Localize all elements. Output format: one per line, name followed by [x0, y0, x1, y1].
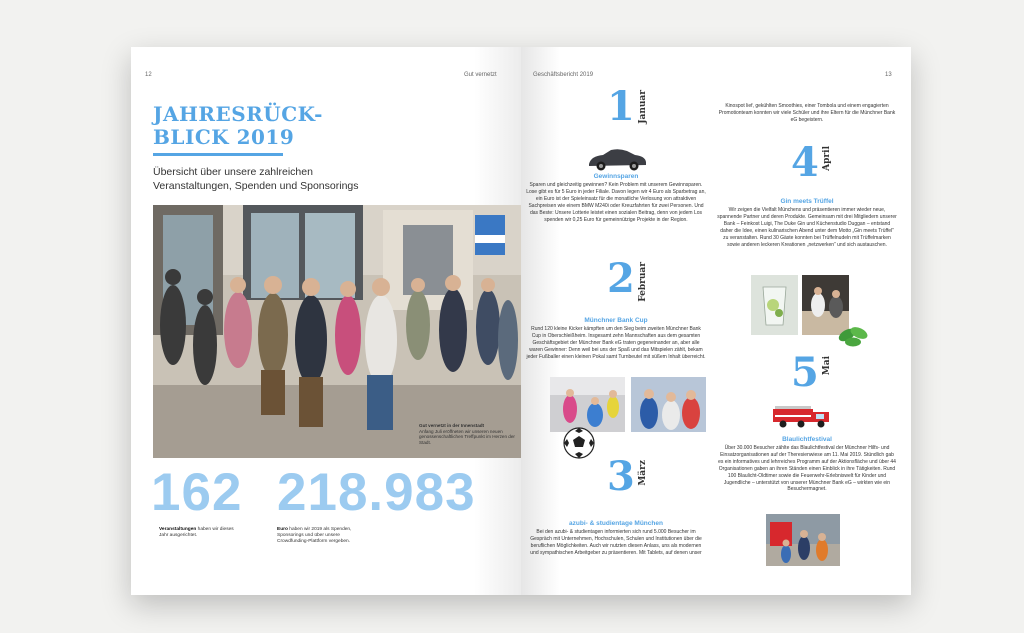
- event-photo: [153, 205, 521, 458]
- event-text-march: Bei den azubi- & studientagen informierten sich rund 5.000 Besucher im Gespräch mit Unternehmen, Hochschulen, Schulen und Institutionen über die beruflichen Möglichkeiten. Auch wir nutzten diesen Anlass, uns als modernen und sympathischen Arbeitgeber zu präsentieren. Mit Tablets, auf denen unser: [530, 529, 702, 556]
- stat-events-value: 162: [151, 463, 243, 522]
- month-march: 3 März: [607, 453, 648, 500]
- fire-truck-icon: [771, 403, 833, 429]
- timeline-column-left: [521, 47, 711, 595]
- gin-glass-photo: [751, 275, 798, 335]
- right-page-header: Geschäftsbericht 2019: [533, 72, 594, 78]
- crowd-photo-illustration: [153, 205, 521, 458]
- event-text-april: Wir zeigen die Vielfalt Münchens und präsentieren immer wieder neue, spannende Partner und deren Produkte. Gemeinsam mit drei Mitgliedern unserer Bank – Feinkost Luigi, The Duke Gin und Küchenstudio Duggan – entstand daher die Idee, einen kulinarischen Abend unter dem Motto „Gin meets Trüffel“ zu veranstalten. Rund 30 Gäste konnten bei Trüffelnudeln mit Trüffelmarken sowie anderen leckeren Kreationen „netzwerken“ und sich austauschen.: [717, 207, 897, 248]
- event-text-may: Über 30.000 Besucher zählte das Blaulichtfestival der Münchner Hilfs- und Einsatzorganisationen auf der Theresienwiese am 11. Mai 2019. Stündlich gab es ein informatives und lehrreiches Programm auf der Aktionsfläche und über 44 Organisationen gaben an ihren Ständen einen Einblick in ihre Tätigkeiten. Rund 100 Blaulicht-Oldtimer sowie die Feuerwehr-Erlebniswelt für Kinder und Jugendliche – unterstützt von unserer Münchner Bank eG – wirkten wie ein Besuchermagnet.: [718, 445, 896, 493]
- football-photo-1: [550, 377, 625, 432]
- title-underline: [153, 153, 283, 156]
- month-april: 4 April: [791, 139, 832, 186]
- page-title: JAHRESRÜCK- BLICK 2019: [153, 102, 323, 149]
- event-title-march: azubi- & studientage München: [569, 520, 663, 527]
- month-february: 2 Februar: [607, 255, 648, 302]
- event-text-february: Rund 120 kleine Kicker kämpften um den Sieg beim zweiten Münchner Bank Cup in Oberschleißheim. Insgesamt zehn Mannschaften aus dem gesamten Geschäftsgebiet der Münchner Bank eG traten gegeneinander an, aber alle waren Gewinner: Denn weil bei uns der Spaß und das Mitspielen zählt, bekam jeder Fußballer einen kleinen Pokal samt Turnbeutel mit süßem Inhalt überreicht.: [526, 326, 706, 360]
- football-photo-2: [631, 377, 706, 432]
- month-may: 5 Mai: [791, 349, 832, 396]
- right-page: [521, 47, 911, 595]
- photo-caption: Gut vernetzt in der Innenstadt Anfang Juli eröffneten wir unseren neuen genossenschaftlichen Treffpunkt im Herzen der Stadt.: [419, 423, 515, 445]
- left-page: [131, 47, 521, 595]
- event-title-may: Blaulichtfestival: [782, 436, 832, 443]
- month-january: 1 Januar: [607, 83, 648, 130]
- left-page-header: Gut vernetzt: [464, 72, 497, 78]
- stat-donations-value: 218.983: [277, 463, 476, 522]
- stat-donations-label: Euro haben wir 2019 als Spenden, Sponsorings und über unsere Crowdfunding-Plattform vergeben.: [277, 527, 352, 544]
- event-title-january: Gewinnsparen: [593, 173, 639, 180]
- magazine-spread: [131, 47, 911, 595]
- stat-events-label: Veranstaltungen haben wir dieses Jahr ausgerichtet.: [159, 527, 234, 538]
- car-icon: [585, 144, 649, 172]
- event-title-february: Münchner Bank Cup: [584, 317, 648, 324]
- leaves-icon: [835, 321, 871, 351]
- page-subtitle: Übersicht über unsere zahlreichen Veranstaltungen, Spenden und Sponsorings: [153, 166, 359, 192]
- event-text-march-continued: Kinospot lief, gekühlten Smoothies, einer Tombola und einem engagierten Promotionteam konnten wir viele Schüler und ihre Eltern für die Münchner Bank eG begeistern.: [718, 103, 896, 123]
- soccer-ball-icon: [561, 425, 597, 461]
- left-page-number: 12: [145, 72, 152, 78]
- festival-photo: [766, 514, 840, 566]
- timeline-column-right: [717, 47, 907, 595]
- event-title-april: Gin meets Trüffel: [780, 198, 834, 205]
- right-page-number: 13: [885, 72, 892, 78]
- event-text-january: Sparen und gleichzeitig gewinnen? Kein Problem mit unserem Gewinnsparen. Lose gibt es für 5 Euro in jeder Filiale. Davon legen wir 4 Euro als Sparbetrag an, ein Euro ist der Spieleinsatz für die monatliche Verlosung von attraktiven Sachpreisen wie einem BMW M240i oder Kreuzfahrten für zwei Personen. Und das Beste: Unsere Lotterie leistet einen sozialen Beitrag, denn von jedem Los spenden wir 0,25 Euro für gemeinnützige Projekte in der Region.: [526, 182, 706, 223]
